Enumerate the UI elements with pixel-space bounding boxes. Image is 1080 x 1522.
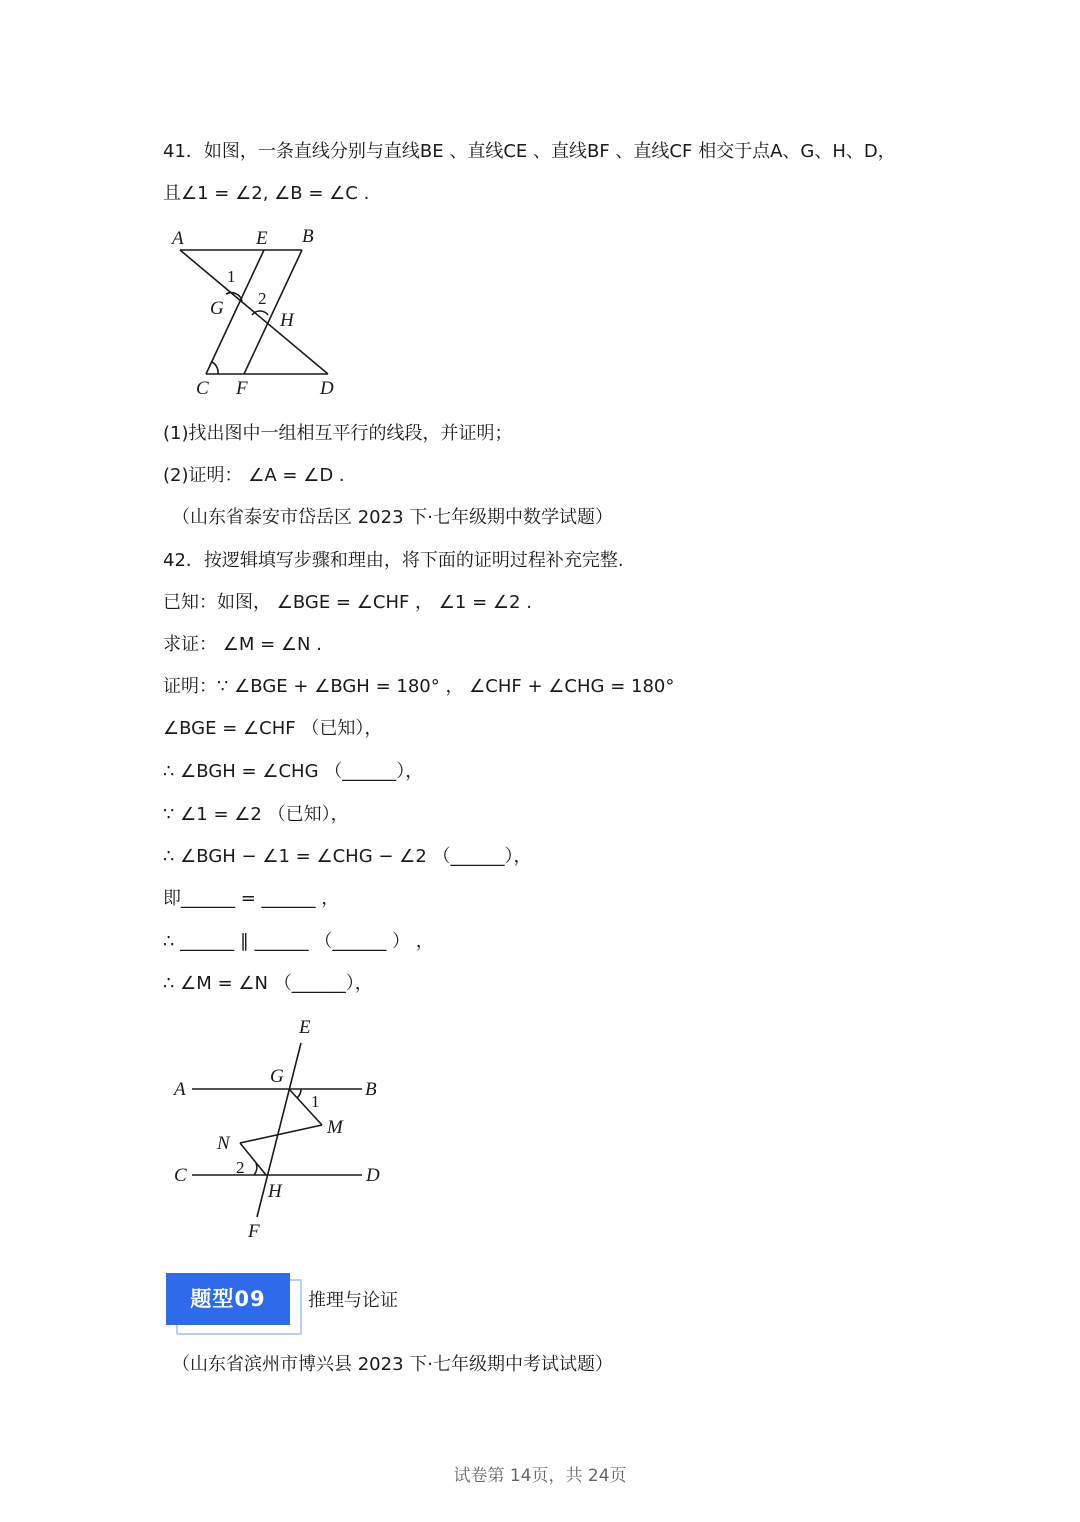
label-f: F (248, 1221, 260, 1242)
page-footer: 试卷第 14页，共 24页 (453, 1466, 627, 1486)
q42-proof-line: ∴ ∠M = ∠N （______）， (163, 973, 373, 994)
label-g: G (210, 298, 224, 319)
label-c: C (196, 378, 209, 399)
label-1: 1 (311, 1092, 320, 1111)
label-b: B (302, 226, 314, 247)
section-title: 推理与论证 (308, 1290, 398, 1311)
label-1: 1 (227, 267, 236, 286)
q42-proof-line: ∵ ∠1 = ∠2 （已知）， (163, 804, 349, 825)
q41-part1: (1)找出图中一组相互平行的线段，并证明； (163, 423, 513, 444)
q41-stem-line2: 且∠1 = ∠2, ∠B = ∠C . (163, 183, 370, 204)
label-a: A (172, 228, 184, 249)
q42-proof-line: ∴ ∠BGH − ∠1 = ∠CHG − ∠2 （______）， (163, 846, 532, 867)
q42-figure (170, 1015, 400, 1245)
q42-prove: 求证： ∠M = ∠N . (163, 634, 322, 655)
label-g: G (270, 1066, 284, 1087)
section-badge (166, 1273, 302, 1333)
q41-part2: (2)证明： ∠A = ∠D . (163, 465, 345, 486)
label-e: E (256, 228, 268, 249)
label-n: N (217, 1133, 230, 1154)
label-2: 2 (258, 289, 267, 308)
angle-2-arc (254, 1163, 257, 1175)
label-d: D (320, 378, 334, 399)
angle-c-arc (212, 362, 218, 374)
label-d: D (366, 1165, 380, 1186)
q42-stem: 42．按逻辑填写步骤和理由，将下面的证明过程补充完整. (163, 550, 624, 571)
label-c: C (174, 1165, 187, 1186)
section-source: （山东省滨州市博兴县 2023 下·七年级期中考试试题） (172, 1354, 613, 1375)
label-b: B (365, 1079, 377, 1100)
q42-given: 已知：如图， ∠BGE = ∠CHF ， ∠1 = ∠2 . (163, 592, 532, 613)
label-m: M (327, 1117, 343, 1138)
q42-proof-line: 即______ = ______ ， (163, 888, 340, 909)
q42-proof-line: ∠BGE = ∠CHF （已知）， (163, 718, 383, 739)
q42-proof-line: 证明：∵ ∠BGE + ∠BGH = 180° ， ∠CHF + ∠CHG = 180° (163, 676, 675, 697)
q41-stem-line1: 41．如图，一条直线分别与直线BE 、直线CE 、直线BF 、直线CF 相交于点A、G、H、D， (163, 141, 896, 162)
q41-figure (160, 222, 360, 402)
label-f: F (236, 378, 248, 399)
angle-1-arc (297, 1089, 301, 1098)
label-h: H (268, 1181, 282, 1202)
segment-mn (240, 1125, 322, 1143)
label-h: H (280, 310, 294, 331)
badge-label: 题型09 (166, 1273, 290, 1325)
q41-source: （山东省泰安市岱岳区 2023 下·七年级期中数学试题） (172, 507, 613, 528)
label-e: E (299, 1017, 311, 1038)
q42-proof-line: ∴ ______ ∥ ______ （______ ） ， (163, 931, 434, 952)
label-a: A (174, 1079, 186, 1100)
label-2: 2 (236, 1158, 245, 1177)
q42-proof-line: ∴ ∠BGH = ∠CHG （______）， (163, 761, 424, 782)
